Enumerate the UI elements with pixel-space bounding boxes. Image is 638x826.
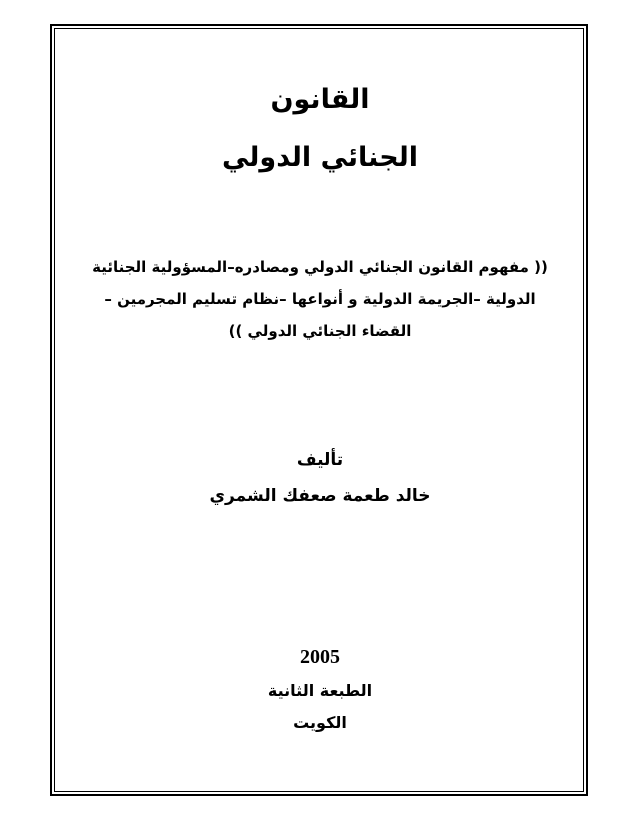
title-line-2: الجنائي الدولي — [221, 142, 419, 173]
subtitle-line-1: (( مفهوم القانون الجنائي الدولي ومصادره–المسؤولية الجنائية — [92, 258, 548, 276]
title-line-1: القانون — [270, 84, 370, 115]
edition: الطبعة الثانية — [267, 681, 373, 700]
publication-place: الكويت — [293, 713, 347, 732]
author-name: خالد طعمة صعفك الشمري — [209, 486, 431, 506]
subtitle-line-2: الدولية –الجريمة الدولية و أنواعها –نظام تسليم المجرمين – — [104, 290, 536, 308]
publication-year: 2005 — [300, 646, 340, 668]
author-label: تأليف — [296, 450, 344, 470]
subtitle-line-3: القضاء الجنائي الدولي )) — [228, 322, 412, 340]
